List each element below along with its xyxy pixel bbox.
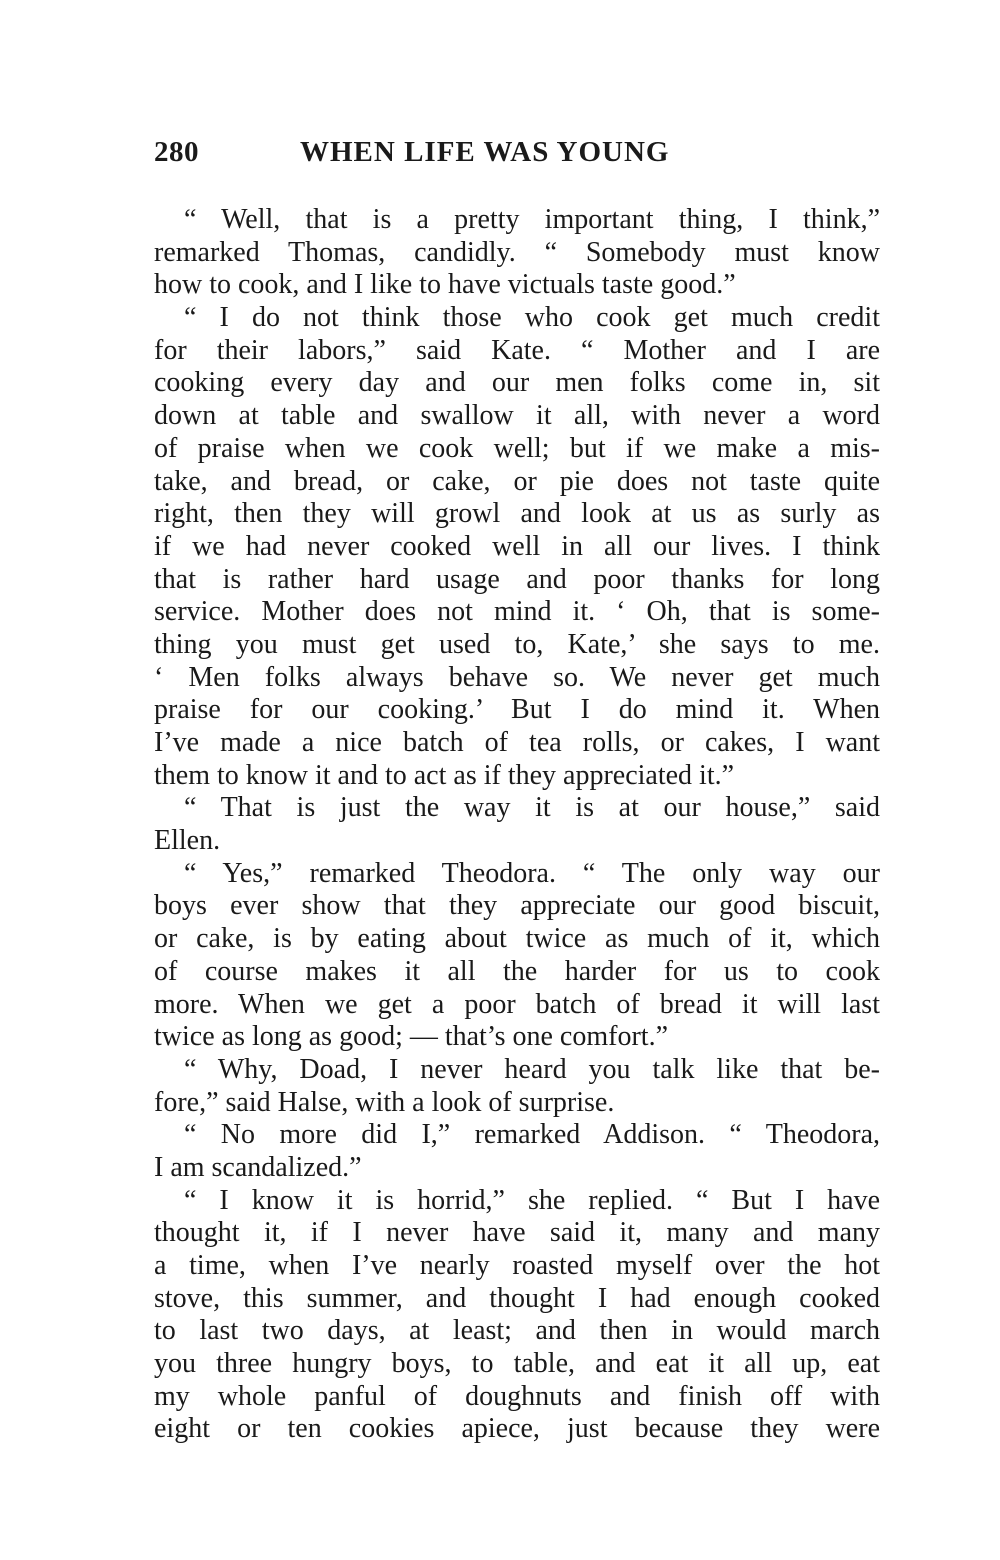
text-line: “ No more did I,” remarked Addison. “ Theodora, — [184, 1119, 880, 1151]
text-line: them to know it and to act as if they appreciated it.” — [154, 759, 735, 791]
text-line: “ I do not think those who cook get much credit — [184, 302, 880, 334]
text-line: a time, when I’ve nearly roasted myself over the hot — [154, 1250, 880, 1281]
text-line: Ellen. — [154, 825, 221, 857]
text-line: if we had never cooked well in all our lives. I think — [154, 530, 880, 562]
text-line: remarked Thomas, candidly. “ Somebody must know — [154, 236, 880, 268]
text-line: of course makes it all the harder for us to cook — [154, 955, 880, 987]
page-number: 280 — [154, 136, 199, 168]
text-line: cooking every day and our men folks come in, sit — [154, 367, 880, 399]
text-line: take, and bread, or cake, or pie does not taste quite — [154, 465, 880, 497]
text-line: I’ve made a nice batch of tea rolls, or cakes, I want — [154, 727, 880, 758]
running-title: WHEN LIFE WAS YOUNG — [300, 136, 670, 168]
text-line: more. When we get a poor batch of bread it will last — [154, 988, 880, 1020]
text-line: down at table and swallow it all, with never a word — [154, 400, 880, 432]
text-line: fore,” said Halse, with a look of surprise. — [154, 1086, 615, 1118]
text-line: right, then they will growl and look at us as surly as — [154, 498, 880, 530]
text-line: “ Yes,” remarked Theodora. “ The only way our — [184, 857, 880, 889]
text-line: you three hungry boys, to table, and eat it all up, eat — [154, 1348, 880, 1380]
page-header — [154, 132, 884, 176]
text-line: to last two days, at least; and then in would march — [154, 1315, 880, 1347]
text-line: my whole panful of doughnuts and finish off with — [154, 1380, 880, 1412]
text-line: “ Why, Doad, I never heard you talk like that be- — [184, 1053, 880, 1085]
text-line: “ That is just the way it is at our house,” said — [184, 792, 880, 824]
text-line: “ Well, that is a pretty important thing, I think,” — [184, 204, 880, 235]
text-line: that is rather hard usage and poor thanks for long — [154, 563, 880, 595]
text-line: for their labors,” said Kate. “ Mother and I are — [154, 334, 880, 366]
body-text — [154, 204, 880, 1446]
text-line: of praise when we cook well; but if we make a mis- — [154, 432, 880, 464]
text-line: stove, this summer, and thought I had enough cooked — [154, 1282, 880, 1314]
text-line: thing you must get used to, Kate,’ she says to me. — [154, 628, 880, 660]
text-line: boys ever show that they appreciate our good biscuit, — [154, 890, 880, 922]
text-line: twice as long as good; — that’s one comfort.” — [154, 1021, 668, 1053]
text-line: or cake, is by eating about twice as much of it, which — [154, 923, 880, 955]
text-line: ‘ Men folks always behave so. We never get much — [154, 661, 880, 693]
text-line: praise for our cooking.’ But I do mind it. When — [154, 694, 880, 726]
text-line: how to cook, and I like to have victuals taste good.” — [154, 269, 736, 301]
text-line: eight or ten cookies apiece, just because they were — [154, 1413, 880, 1445]
text-line: I am scandalized.” — [154, 1151, 362, 1183]
text-line: thought it, if I never have said it, many and many — [154, 1217, 880, 1249]
text-line: service. Mother does not mind it. ‘ Oh, that is some- — [154, 596, 880, 628]
text-line: “ I know it is horrid,” she replied. “ But I have — [184, 1184, 880, 1216]
